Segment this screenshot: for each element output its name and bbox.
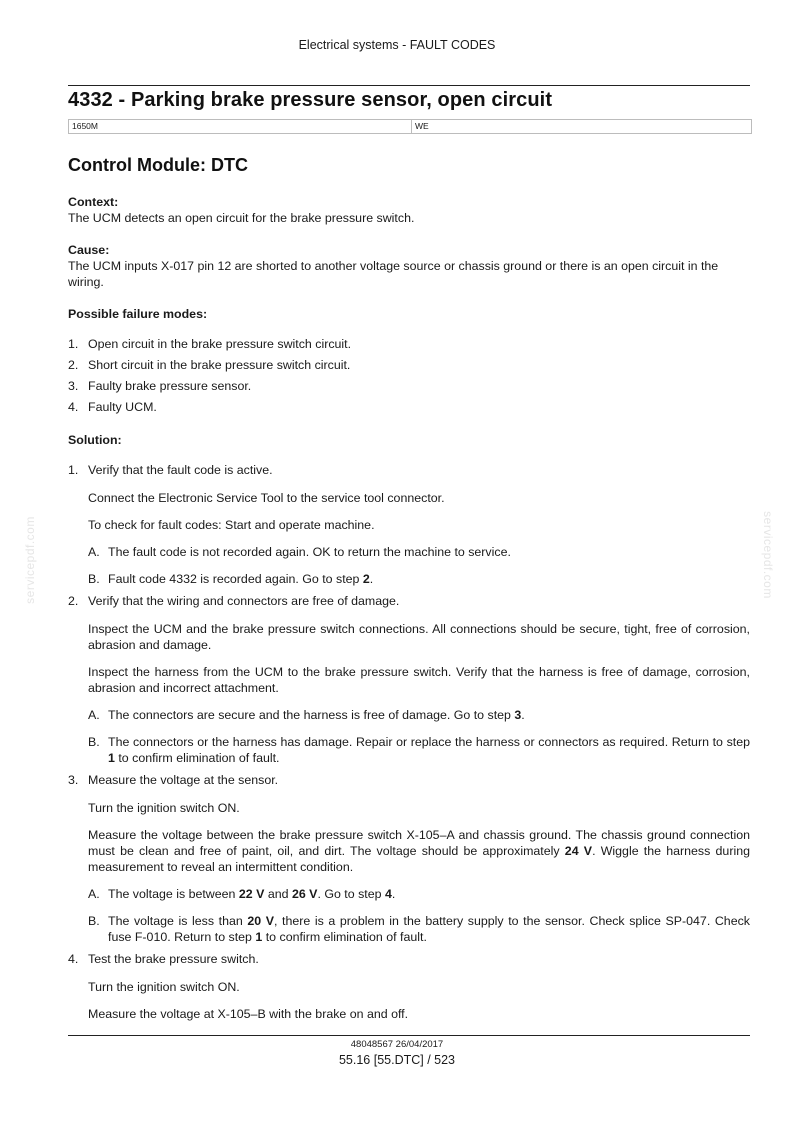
list-item: 3. Faulty brake pressure sensor.: [68, 379, 252, 393]
watermark-left: servicepdf.com: [23, 516, 37, 604]
step-title: Measure the voltage at the sensor.: [88, 773, 279, 787]
step-paragraph: Connect the Electronic Service Tool to the service tool connector.: [88, 491, 445, 505]
step-paragraph: To check for fault codes: Start and operate machine.: [88, 518, 375, 532]
footer-rule: [68, 1035, 750, 1036]
cause-heading: Cause:: [68, 243, 110, 257]
step-title: Verify that the wiring and connectors are free of damage.: [88, 594, 400, 608]
solution-step-2: 2. Verify that the wiring and connectors are free of damage. Inspect the UCM and the brake pressure switch connections. All connections should be secure, tight, free of corrosion, abrasion and damage. Inspect the harness from the UCM to the brake pressure switch. Verify that the harness is free of damage, corrosion, abrasion and incorrect attachment. A. The connectors are secure and the harness is free of damage. Go to step 3. B. The connectors or the harness has damage. Repair or replace the harness or connectors as required. Return to step 1 to confirm elimination of fault.: [68, 594, 750, 765]
context-text: The UCM detects an open circuit for the brake pressure switch.: [68, 211, 415, 225]
step-option-b: B. The voltage is less than 20 V, there is a problem in the battery supply to the sensor. Check splice SP-047. Check fuse F-010. Return to step 1 to confirm elimination of fault.: [88, 914, 750, 944]
step-paragraph: Turn the ignition switch ON.: [88, 801, 240, 815]
step-paragraph: Turn the ignition switch ON.: [88, 980, 240, 994]
context-heading: Context:: [68, 195, 119, 209]
main-content: [68, 194, 750, 1033]
section-title: Control Module: DTC: [68, 155, 248, 175]
failure-modes-heading: Possible failure modes:: [68, 307, 208, 321]
step-option-a: A. The voltage is between 22 V and 26 V. Go to step 4.: [88, 887, 396, 901]
footer-page-number: 55.16 [55.DTC] / 523: [338, 1053, 456, 1067]
solution-heading: Solution:: [68, 433, 122, 447]
list-item: 1. Open circuit in the brake pressure switch circuit.: [68, 337, 352, 351]
solution-step-1: 1. Verify that the fault code is active. Connect the Electronic Service Tool to the service tool connector. To check for fault codes: Start and operate machine. A. The fault code is not recorded again. OK to return the machine to service. B. Fault code 4332 is recorded again. Go to step 2.: [68, 462, 750, 593]
solution-step-3: 3. Measure the voltage at the sensor. Turn the ignition switch ON. Measure the voltage between the brake pressure switch X-105–A and chassis ground. The chassis ground connection must be clean and free of paint, oil, and dirt. The voltage should be approximately 24 V. Wiggle the harness during measurement to reveal an intermittent condition. A. The voltage is between 22 V and 26 V. Go to step 4. B. The voltage is less than 20 V, there is a problem in the battery supply to the sensor. Check splice SP-047. Check fuse F-010. Return to step 1 to confirm elimination of fault.: [68, 773, 750, 944]
step-paragraph: Measure the voltage at X-105–B with the brake on and off.: [88, 1007, 409, 1021]
model-cell: 1650M: [69, 120, 412, 133]
cause-text: The UCM inputs X-017 pin 12 are shorted to another voltage source or chassis ground or there is an open circuit in the wiring.: [68, 259, 719, 289]
footer-doc-info: 48048567 26/04/2017: [350, 1039, 444, 1050]
step-title: Test the brake pressure switch.: [88, 952, 259, 966]
step-paragraph: Measure the voltage between the brake pressure switch X-105–A and chassis ground. The chassis ground connection must be clean and free of paint, oil, and dirt. The voltage should be approximately 24 V. Wiggle the harness during measurement to reveal an intermittent condition.: [88, 828, 750, 874]
list-item: 4. Faulty UCM.: [68, 400, 157, 414]
step-paragraph: Inspect the harness from the UCM to the brake pressure switch. Verify that the harness is free of damage, corrosion, abrasion and incorrect attachment.: [88, 665, 750, 695]
header-rule: [68, 85, 750, 86]
step-option-b: B. The connectors or the harness has damage. Repair or replace the harness or connectors as required. Return to step 1 to confirm elimination of fault.: [88, 735, 750, 765]
model-info-table: [68, 119, 752, 134]
page-title: 4332 - Parking brake pressure sensor, open circuit: [68, 89, 553, 111]
running-header: Electrical systems - FAULT CODES: [298, 38, 496, 52]
watermark-right: servicepdf.com: [761, 511, 775, 599]
region-cell: WE: [415, 121, 429, 131]
failure-modes-list: [68, 336, 750, 415]
step-paragraph: Inspect the UCM and the brake pressure switch connections. All connections should be secure, tight, free of corrosion, abrasion and damage.: [88, 622, 750, 652]
step-title: Verify that the fault code is active.: [88, 463, 273, 477]
step-option-a: A. The fault code is not recorded again. OK to return the machine to service.: [88, 545, 511, 559]
step-option-b: B. Fault code 4332 is recorded again. Go to step 2.: [88, 572, 374, 586]
list-item: 2. Short circuit in the brake pressure switch circuit.: [68, 358, 351, 372]
step-option-a: A. The connectors are secure and the harness is free of damage. Go to step 3.: [88, 708, 525, 722]
solution-step-4: 4. Test the brake pressure switch. Turn the ignition switch ON. Measure the voltage at X-105–B with the brake on and off.: [68, 951, 750, 1033]
